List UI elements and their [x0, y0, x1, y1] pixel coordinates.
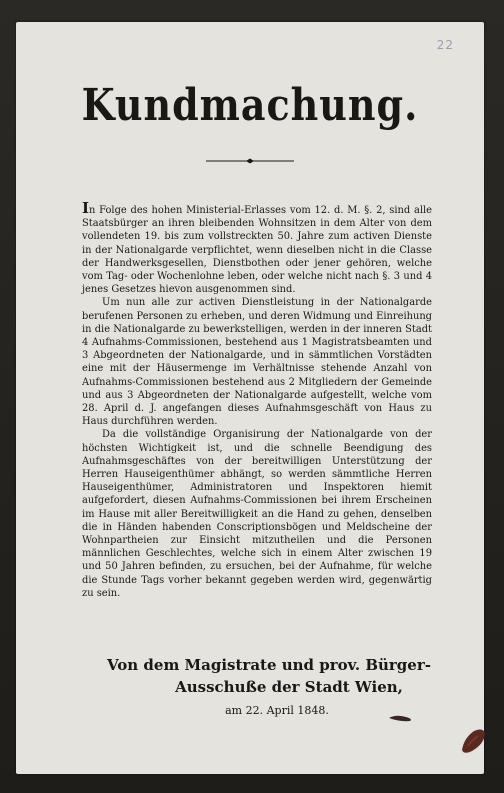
- proclamation-body: [82, 199, 432, 600]
- ink-stain-small: [388, 713, 414, 723]
- poster-sheet: [16, 22, 484, 774]
- pencil-page-number: 22: [436, 38, 454, 52]
- signature-block: [104, 654, 434, 724]
- paragraph-1: In Folge des hohen Ministerial-Erlasses vom 12. d. M. §. 2, sind alle Staatsbürger an ihren bleibenden Wohnsitzen in dem Alter von dem vollendeten 19. bis zum vollstreckten 50. Jahre zum activen Dienste in der Nationalgarde verpflichtet, wenn dieselben nicht in die Classe der Handwerksgesellen, Dienstbothen oder jener gehören, welche vom Tag- oder Wochenlohne leben, oder welche nicht nach §. 3 und 4 jenes Gesetzes hievon ausgenommen sind.: [82, 199, 432, 296]
- signature-line-2: Ausschuße der Stadt Wien,: [175, 678, 403, 696]
- signature-line-1: Von dem Magistrate und prov. Bürger-: [107, 656, 431, 674]
- poster-title: Kundmachung.: [81, 78, 419, 131]
- signature-date: am 22. April 1848.: [225, 704, 329, 717]
- paragraph-3: Da die vollständige Organisirung der Nationalgarde von der höchsten Wichtigkeit ist, und die schnelle Beendigung des Aufnahmsgeschäftes von der bereitwilligen Unterstützung der Herren Hauseigenthümer abhängt, so werden sämmtliche Herren Hauseigenthümer, Administratoren und Inspektoren hiemit aufgefordert, diesen Aufnahms-Commissionen bei ihrem Erscheinen im Hause mit aller Bereitwilligkeit an die Hand zu gehen, denselben die in Händen habenden Conscriptionsbögen und Meldscheine der Wohnpartheien zur Einsicht mitzutheilen und die Personen männlichen Geschlechtes, welche sich in einem Alter zwischen 19 und 50 Jahren befinden, zu ersuchen, bei der Aufnahme, für welche die Stunde Tags vorher bekannt gegeben werden wird, gegenwärtig zu sein.: [82, 429, 432, 599]
- ink-stain-large: [458, 726, 488, 756]
- ornamental-divider: [206, 158, 294, 164]
- paragraph-2: Um nun alle zur activen Dienstleistung in der Nationalgarde berufenen Personen zu erheben, und deren Widmung und Einreihung in die Nationalgarde zu bewerkstelligen, werden in der inneren Stadt 4 Aufnahms-Commissionen, bestehend aus 1 Magistratsbeamten und 3 Abgeordneten der Nationalgarde, und in sämmtlichen Vorstädten eine mit der Häusermenge im Verhältnisse stehende Anzahl von Aufnahms-Commissionen bestehend aus 2 Mitgliedern der Gemeinde und aus 3 Abgeordneten der Nationalgarde aufgestellt, welche vom 28. April d. J. angefangen dieses Aufnahmsgeschäft von Haus zu Haus durchführen werden.: [82, 297, 432, 428]
